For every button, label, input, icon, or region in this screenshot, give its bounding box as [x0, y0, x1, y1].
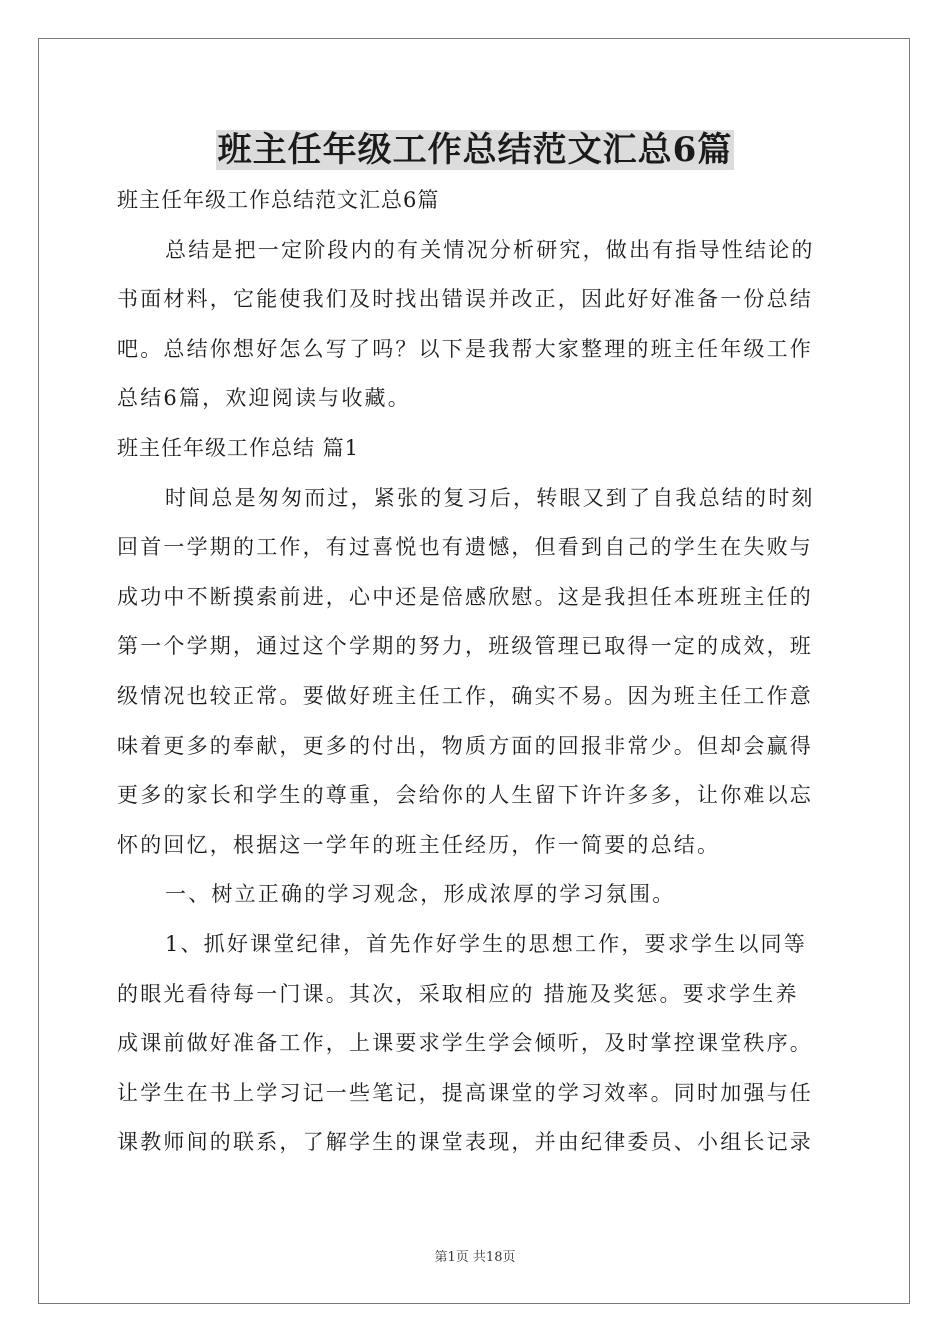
document-body	[117, 176, 833, 1168]
paragraph-line: 课教师间的联系，了解学生的课堂表现，并由纪律委员、小组长记录	[117, 1130, 813, 1155]
page-number-footer: 第1页 共18页	[434, 1250, 516, 1265]
paragraph-line: 的眼光看待每一门课。其次，采取相应的 措施及奖惩。要求学生养	[117, 981, 799, 1006]
paragraph-line: 成课前做好准备工作，上课要求学生学会倾听，及时掌控课堂秩序。	[117, 1031, 813, 1056]
paragraph-line: 一、树立正确的学习观念，形成浓厚的学习氛围。	[165, 882, 676, 907]
document-title: 班主任年级工作总结范文汇总6篇	[217, 130, 733, 170]
paragraph-line: 第一个学期，通过这个学期的努力，班级管理已取得一定的成效，班	[117, 634, 813, 659]
paragraph-line: 时间总是匆匆而过，紧张的复习后，转眼又到了自我总结的时刻	[165, 485, 815, 510]
paragraph-line: 吧。总结你想好怎么写了吗？以下是我帮大家整理的班主任年级工作	[117, 336, 813, 361]
subtitle-line: 班主任年级工作总结范文汇总6篇	[117, 188, 440, 212]
paragraph-line: 让学生在书上学习记一些笔记，提高课堂的学习效率。同时加强与任	[117, 1080, 813, 1105]
paragraph-line: 味着更多的奉献，更多的付出，物质方面的回报非常少。但却会赢得	[117, 733, 813, 758]
paragraph-line: 总结6篇，欢迎阅读与收藏。	[117, 386, 411, 411]
section-heading: 班主任年级工作总结 篇1	[117, 435, 360, 460]
paragraph-line: 级情况也较正常。要做好班主任工作，确实不易。因为班主任工作意	[117, 683, 813, 708]
paragraph-line: 书面材料，它能使我们及时找出错误并改正，因此好好准备一份总结	[117, 287, 813, 312]
paragraph-line: 更多的家长和学生的尊重，会给你的人生留下许许多多，让你难以忘	[117, 783, 813, 808]
paragraph-line: 怀的回忆，根据这一学年的班主任经历，作一简要的总结。	[117, 832, 721, 857]
paragraph-line: 1、抓好课堂纪律，首先作好学生的思想工作，要求学生以同等	[165, 931, 807, 956]
paragraph-line: 回首一学期的工作，有过喜悦也有遗憾，但看到自己的学生在失败与	[117, 535, 813, 560]
paragraph-line: 总结是把一定阶段内的有关情况分析研究，做出有指导性结论的	[165, 237, 815, 262]
paragraph-line: 成功中不断摸索前进，心中还是倍感欣慰。这是我担任本班班主任的	[117, 584, 813, 609]
